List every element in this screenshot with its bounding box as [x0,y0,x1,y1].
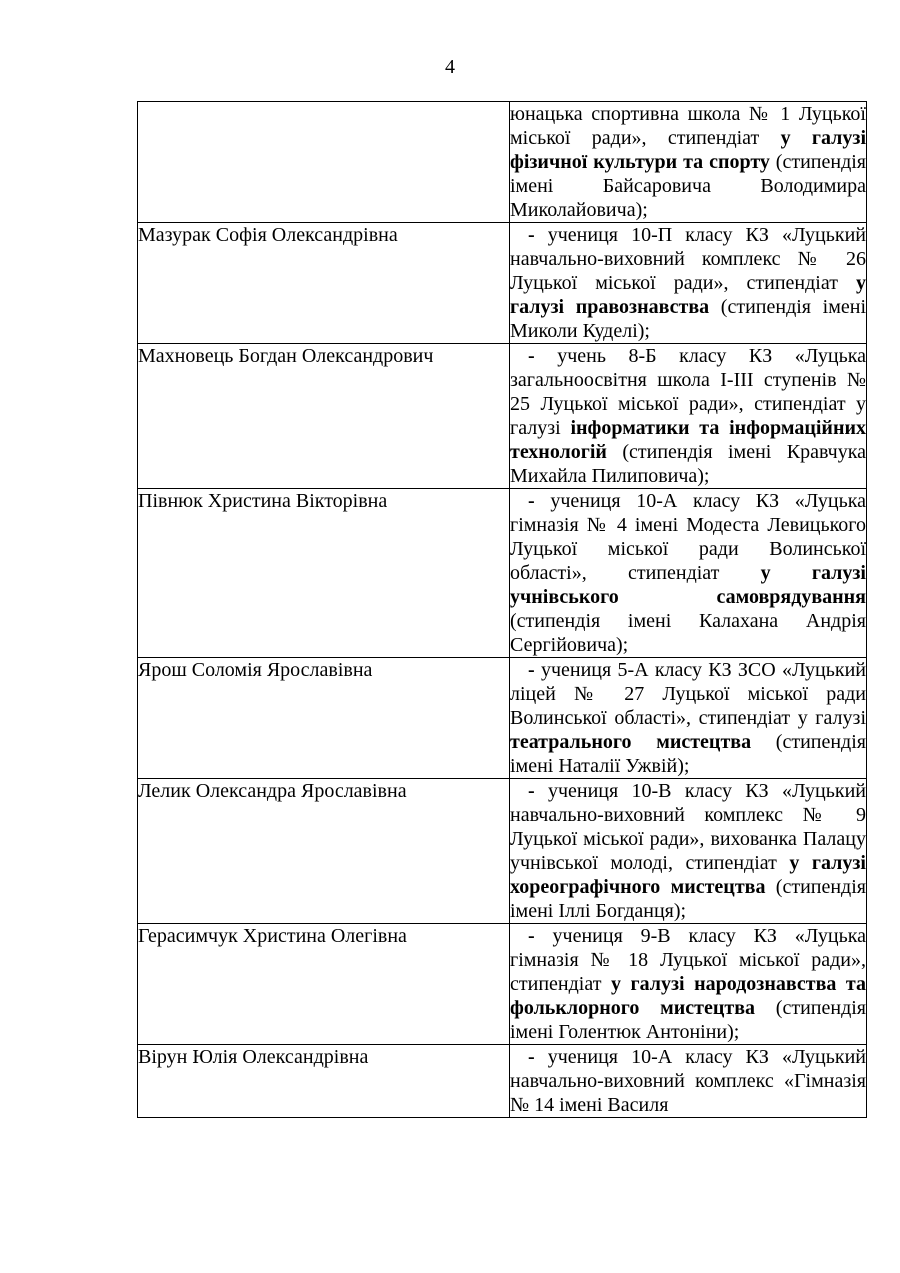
student-name: Ярош Соломія Ярославівна [138,658,510,779]
description-text: учениця 10-А класу КЗ «Луцька гімназія № 4 імені Модеста Левицького Луцької міської ради Волинської області», стипендіат [510,490,866,584]
student-name: Півнюк Христина Вікторівна [138,489,510,658]
description-text: учень 8-Б класу КЗ «Луцька загальноосвітня школа I-III ступенів № 25 Луцької міської ради», стипендіат у галузі [510,345,866,439]
description-text: (стипендія імені Наталії Ужвій); [510,731,866,777]
student-name [138,102,510,223]
description-text: (стипендія імені Кравчука Михайла Пилиповича); [510,441,866,487]
page-number: 4 [445,56,455,78]
description-bold-text: - [528,345,558,367]
stipend-description [510,658,867,779]
description-bold-text: - [528,224,548,246]
table-row [138,223,867,344]
description-text: (стипендія імені Калахана Андрія Сергійовича); [510,610,866,656]
description-bold-text: театрального мистецтва [510,731,752,753]
description-bold-text: у галузі учнівського самоврядування [510,562,866,608]
description-bold-text: у галузі народознавства та фольклорного мистецтва [510,973,866,1019]
table-row [138,779,867,924]
description-bold-text: у галузі правознавства [510,272,866,318]
description-text: учениця 10-В класу КЗ «Луцький навчально-виховний комплекс № 9 Луцької міської ради», вихованка Палацу учнівської молоді, стипендіат [510,780,866,874]
description-text: учениця 10-П класу КЗ «Луцький навчально-виховний комплекс № 26 Луцької міської ради», стипендіат [510,224,866,294]
student-name: Лелик Олександра Ярославівна [138,779,510,924]
stipend-description [510,779,867,924]
table-row [138,658,867,779]
description-text: юнацька спортивна школа № 1 Луцької міської ради», стипендіат [510,103,866,149]
stipend-table [137,101,867,1118]
student-name: Герасимчук Христина Олегівна [138,924,510,1045]
description-text: (стипендія імені Байсаровича Володимира Миколайовича); [510,151,867,221]
student-name: Махновець Богдан Олександрович [138,344,510,489]
stipend-description [510,924,867,1045]
stipend-description [510,489,867,658]
table-row [138,1045,867,1118]
description-text: (стипендія імені Іллі Богданця); [510,876,866,922]
description-text: учениця 5-А класу КЗ ЗСО «Луцький ліцей № 27 Луцької міської ради Волинської області», стипендіат у галузі [510,659,866,729]
stipend-description [510,344,867,489]
description-bold-text: - [528,925,553,947]
description-bold-text: - [528,780,548,802]
description-bold-text: - [528,1046,548,1068]
student-name: Вірун Юлія Олександрівна [138,1045,510,1118]
description-bold-text: - [528,659,541,681]
stipend-description [510,1045,867,1118]
description-bold-text: інформатики та інформаційних технологій [510,417,866,463]
stipend-description [510,223,867,344]
table-row [138,102,867,223]
table-body [138,102,867,1118]
description-text: учениця 9-В класу КЗ «Луцька гімназія № 18 Луцької міської ради», стипендіат [510,925,866,995]
table-row [138,344,867,489]
description-bold-text: - [528,490,551,512]
description-bold-text: у галузі хореографічного мистецтва [510,852,866,898]
table-row [138,489,867,658]
stipend-description [510,102,867,223]
description-text: учениця 10-А класу КЗ «Луцький навчально-виховний комплекс «Гімназія № 14 імені Василя [510,1046,866,1116]
description-text: (стипендія імені Миколи Куделі); [510,296,867,342]
description-text: (стипендія імені Голентюк Антоніни); [510,997,866,1043]
table-row [138,924,867,1045]
student-name: Мазурак Софія Олександрівна [138,223,510,344]
description-bold-text: у галузі фізичної культури та спорту [510,127,866,173]
